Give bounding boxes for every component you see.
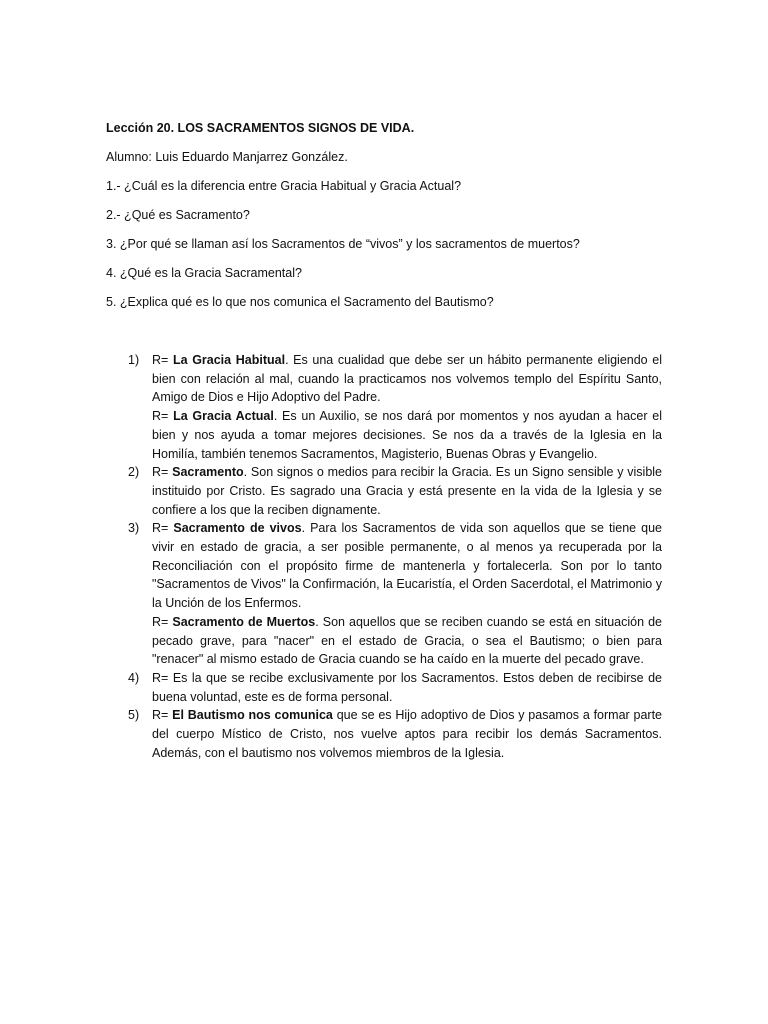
answer-paragraph <box>152 519 662 613</box>
answer-term: Sacramento de vivos <box>173 521 302 536</box>
question-5: 5. ¿Explica qué es lo que nos comunica el Sacramento del Bautismo? <box>106 295 494 309</box>
answer-prefix: R= <box>152 614 173 629</box>
answer-number: 5) <box>128 708 140 723</box>
answer-2 <box>128 463 662 519</box>
question-3: 3. ¿Por qué se llaman así los Sacramentos de “vivos” y los sacramentos de muertos? <box>106 237 580 251</box>
answer-4 <box>128 669 662 706</box>
answer-prefix: R= <box>152 353 173 367</box>
answer-1 <box>128 351 662 463</box>
answer-text: . Son aquellos que se reciben cuando se está en situación de pecado grave, para "nacer" en el estado de Gracia, o sea el Bautismo; o bien para "renacer" al mismo estado de Gracia cuando se ha caído en la muerte del pecado grave. <box>152 614 662 667</box>
answer-paragraph <box>152 669 662 706</box>
answer-term: El Bautismo nos comunica <box>172 708 333 723</box>
answer-number: 3) <box>128 521 140 536</box>
answer-text: que se es Hijo adoptivo de Dios y pasamos a formar parte del cuerpo Místico de Cristo, nos vuelve aptos para recibir los demás Sacramentos. Además, con el bautismo nos volvemos miembros de la Iglesia. <box>152 708 662 760</box>
question-1: 1.- ¿Cuál es la diferencia entre Gracia Habitual y Gracia Actual? <box>106 179 462 193</box>
answer-text: . Para los Sacramentos de vida son aquellos que se tiene que vivir en estado de gracia, a ser posible permanente, o al menos ya recuperada por la Reconciliación con el propósito firme de mantenerla y fortalecerla. Son por lo tanto "Sacramentos de Vivos" la Confirmación, la Eucaristía, el Orden Sacerdotal, el Matrimonio y la Unción de los Enfermos. <box>152 521 662 611</box>
answer-paragraph <box>152 706 662 762</box>
answer-prefix: R= Es la que se recibe exclusivamente por los Sacramentos. Estos deben de recibirse de buena voluntad, este es de forma personal. <box>152 670 662 704</box>
answer-number: 4) <box>128 670 140 685</box>
answer-text: . Son signos o medios para recibir la Gracia. Es un Signo sensible y visible instituido por Cristo. Es sagrado una Gracia y está presente en la vida de la Iglesia y se confiere a los que la reciben dignamente. <box>152 465 662 517</box>
question-4: 4. ¿Qué es la Gracia Sacramental? <box>106 266 302 280</box>
answer-text: . Es un Auxilio, se nos dará por momentos y nos ayudan a hacer el bien y nos ayuda a tomar mejores decisiones. Se nos da a través de la Iglesia en la Homilía, también tenemos Sacramentos, Magisterio, Buenas Obras y Evangelio. <box>152 409 662 461</box>
answer-3 <box>128 519 662 669</box>
answer-paragraph <box>152 463 662 519</box>
student-name: Alumno: Luis Eduardo Manjarrez González. <box>106 150 348 164</box>
answer-paragraph <box>152 351 662 407</box>
answer-5 <box>128 706 662 762</box>
question-2: 2.- ¿Qué es Sacramento? <box>106 208 250 222</box>
document-header <box>106 120 706 323</box>
answer-term: Sacramento de Muertos <box>172 614 316 629</box>
answer-paragraph <box>152 613 662 669</box>
answer-term: La Gracia Habitual <box>172 353 286 367</box>
answer-paragraph <box>152 407 662 463</box>
answer-number: 1) <box>128 353 140 367</box>
answer-prefix: R= <box>152 521 174 536</box>
answer-prefix: R= <box>152 465 173 480</box>
answer-prefix: R= <box>152 409 174 424</box>
lesson-title: Lección 20. LOS SACRAMENTOS SIGNOS DE VIDA. <box>106 121 415 135</box>
answer-prefix: R= <box>152 708 173 723</box>
answer-term: La Gracia Actual <box>173 409 274 424</box>
answer-number: 2) <box>128 465 140 480</box>
answers-list <box>128 351 662 762</box>
answer-text: . Es una cualidad que debe ser un hábito permanente eligiendo el bien con relación al mal, cuando la practicamos nos volvemos templo del Espíritu Santo, Amigo de Dios e Hijo Adoptivo del Padre. <box>152 353 662 405</box>
answer-term: Sacramento <box>172 465 244 480</box>
